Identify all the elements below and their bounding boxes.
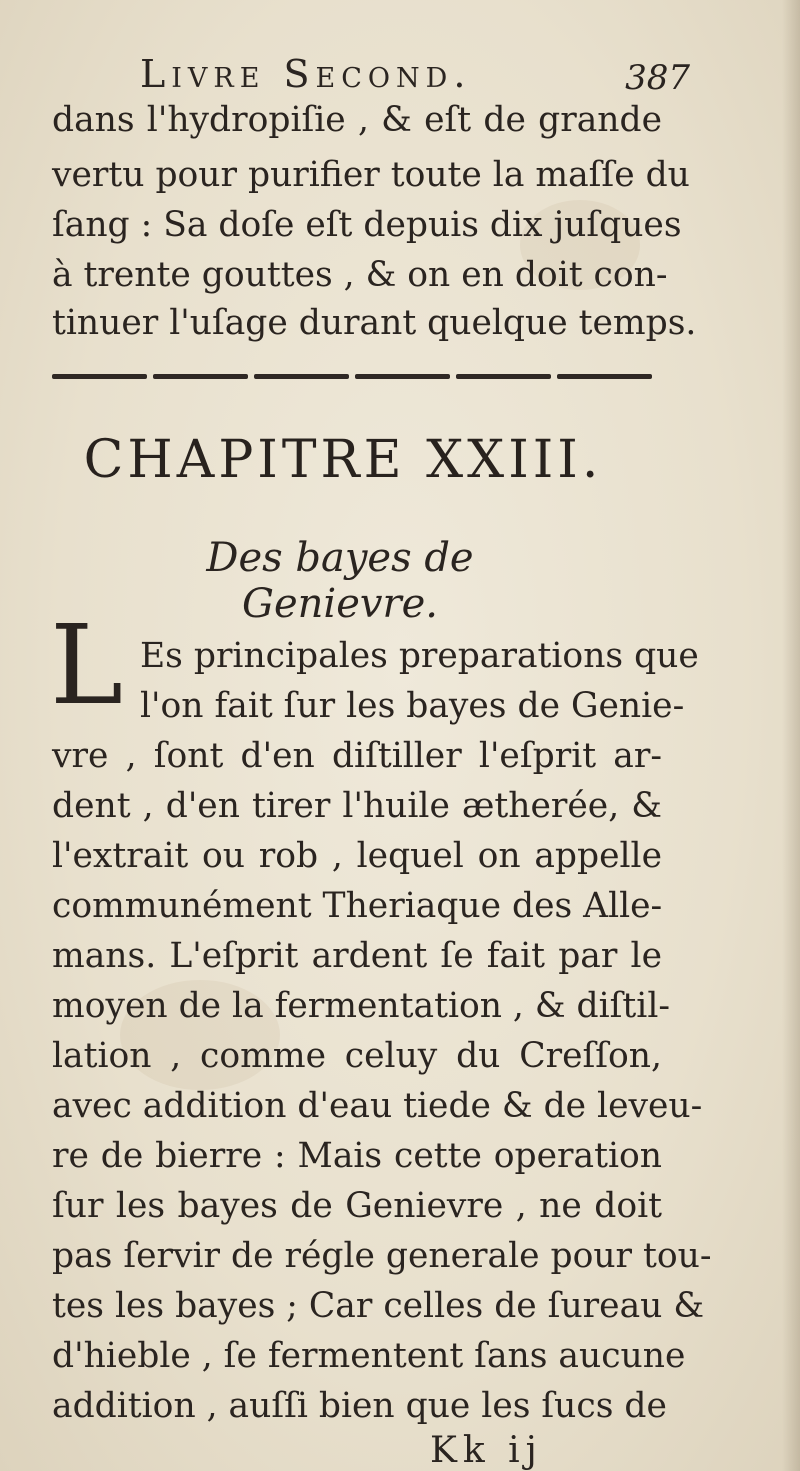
- text-line: l'extrait ou rob , lequel on appelle: [52, 836, 662, 876]
- page-header: [140, 52, 700, 102]
- text-line: dent , d'en tirer l'huile ætherée, &: [52, 786, 662, 826]
- text-line: tes les bayes ; Car celles de ſureau &: [52, 1286, 705, 1326]
- text-line: pas ſervir de régle generale pour tou-: [52, 1236, 712, 1276]
- text-line: tinuer l'uſage durant quelque temps.: [52, 303, 697, 343]
- text-line: mans. L'eſprit ardent ſe fait par le: [52, 936, 662, 976]
- divider-segment: [456, 374, 551, 379]
- text-line: lation , comme celuy du Creſſon,: [52, 1036, 662, 1076]
- text-line: ſang : Sa doſe eſt depuis dix juſques: [52, 205, 682, 245]
- text-line: vertu pour purifier toute la maſſe du: [52, 155, 690, 195]
- divider-segment: [355, 374, 450, 379]
- divider-segment: [52, 374, 147, 379]
- chapter-subtitle: Des bayes de Genievre.: [206, 535, 474, 627]
- text-line: moyen de la fermentation , & diſtil-: [52, 986, 671, 1026]
- text-line: re de bierre : Mais cette operation: [52, 1136, 662, 1176]
- text-line: ſur les bayes de Genievre , ne doit: [52, 1186, 662, 1226]
- signature-mark: Kk ij: [430, 1430, 543, 1471]
- divider-segment: [153, 374, 248, 379]
- page-edge-shadow: [782, 0, 800, 1471]
- text-line: l'on fait ſur les bayes de Genie-: [140, 686, 685, 726]
- divider-segment: [557, 374, 652, 379]
- running-head: Livre Second.: [140, 52, 472, 96]
- section-divider: [52, 372, 652, 382]
- text-line: vre , ſont d'en diſtiller l'eſprit ar-: [52, 736, 662, 776]
- text-line: communément Theriaque des Alle-: [52, 886, 663, 926]
- text-line: d'hieble , ſe fermentent ſans aucune: [52, 1336, 686, 1376]
- drop-cap: L: [50, 601, 124, 729]
- text-line: avec addition d'eau tiede & de leveu-: [52, 1086, 703, 1126]
- page-number: 387: [625, 58, 690, 98]
- text-line: addition , auſſi bien que les ſucs de: [52, 1386, 667, 1426]
- text-line: dans l'hydropiſie , & eſt de grande: [52, 100, 662, 140]
- divider-segment: [254, 374, 349, 379]
- text-line: Es principales preparations que: [140, 636, 699, 676]
- chapter-title: CHAPITRE XXIII.: [83, 430, 603, 490]
- text-line: à trente gouttes , & on en doit con-: [52, 255, 668, 295]
